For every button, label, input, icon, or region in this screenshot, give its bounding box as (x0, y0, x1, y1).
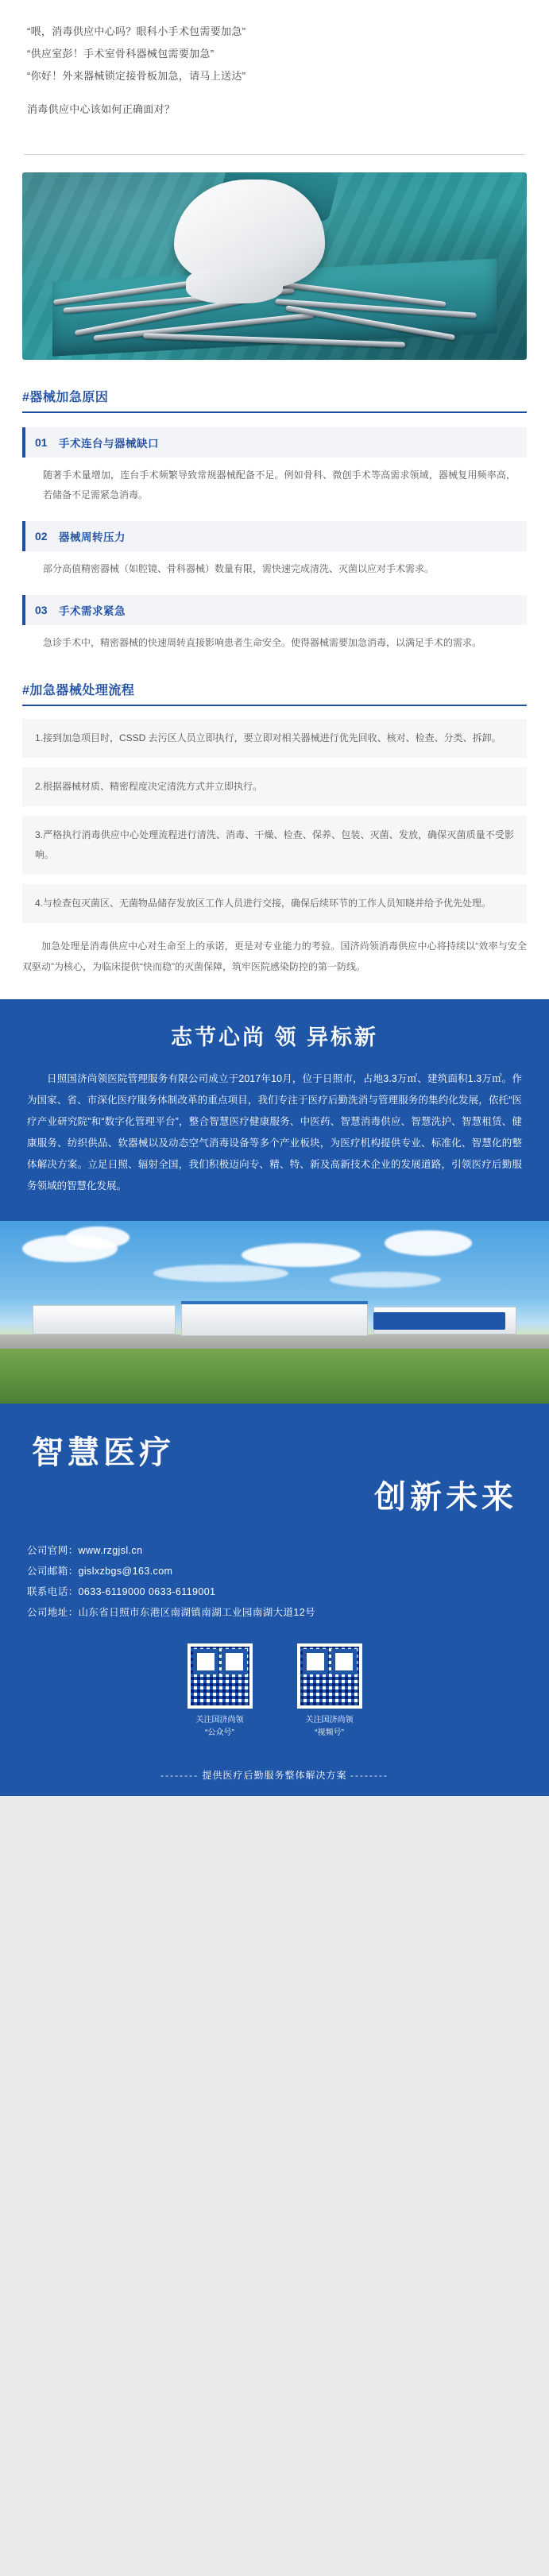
photo-cloud (66, 1226, 130, 1249)
qr-item-official-account (188, 1643, 253, 1740)
reason-title: 器械周转压力 (59, 531, 126, 543)
reason-title-row (22, 521, 527, 551)
reason-body: 随著手术量增加，连台手术频繁导致常规器械配备不足。例如骨科、微创手术等高需求领域，器械复用频率高，若储备不足需紧急消毒。 (43, 469, 516, 500)
company-factory-photo (0, 1221, 549, 1404)
contact-address-row (27, 1602, 522, 1623)
intro-line-2: “供应室彭！手术室骨科器械包需要加急” (27, 48, 215, 60)
contact-phone-value[interactable]: 0633-6119000 0633-6119001 (78, 1586, 216, 1597)
contact-phone-label: 联系电话： (27, 1586, 79, 1597)
reason-title-row (22, 427, 527, 458)
contact-address-label: 公司地址： (27, 1607, 79, 1618)
company-intro-block (0, 999, 549, 1221)
flow-item: 1.接到加急项目时，CSSD 去污区人员立即执行，要立即对相关器械进行优先回收、核对、检查、分类、拆卸。 (22, 719, 527, 758)
reason-title: 手术连台与器械缺口 (59, 438, 159, 450)
qr-code-group (27, 1643, 522, 1740)
intro-question: 消毒供应中心该如何正确面对？ (27, 103, 176, 115)
flow-list (22, 719, 527, 923)
footer-dash-left: -------- (160, 1770, 199, 1781)
photo-building (33, 1305, 176, 1334)
flow-item: 2.根据器械材质、精密程度决定清洗方式并立即执行。 (22, 767, 527, 806)
reason-item (22, 427, 527, 505)
photo-banner (373, 1312, 505, 1330)
contact-website-row (27, 1540, 522, 1561)
footer-text: 提供医疗后勤服务整体解决方案 (202, 1770, 347, 1781)
reason-title: 手术需求紧急 (59, 605, 126, 617)
contact-email-label: 公司邮箱： (27, 1566, 79, 1577)
slogan-line-2: 创新未来 (374, 1480, 517, 1515)
flow-item: 3.严格执行消毒供应中心处理流程进行清洗、消毒、干燥、检查、保养、包装、灭菌、发放，确保灭菌质量不受影响。 (22, 816, 527, 875)
reason-item (22, 521, 527, 579)
intro-line-1: “喂，消毒供应中心吗？眼科小手术包需要加急” (27, 25, 246, 37)
reasons-list (22, 427, 527, 653)
photo-cloud (330, 1272, 441, 1288)
section-heading-flow: #加急器械处理流程 (22, 680, 527, 706)
contact-website-label: 公司官网： (27, 1545, 79, 1556)
contact-email-row (27, 1561, 522, 1582)
intro-quotes (0, 0, 549, 138)
contact-phone-row (27, 1582, 522, 1602)
qr-caption (297, 1714, 362, 1740)
qr-caption (188, 1714, 253, 1740)
qr-code-icon[interactable] (297, 1643, 362, 1709)
qr-caption-line-2: “公众号” (205, 1728, 234, 1737)
qr-caption-line-1: 关注国济尚领 (305, 1716, 354, 1724)
reason-number: 03 (35, 604, 48, 616)
photo-cloud (153, 1265, 288, 1282)
intro-divider (24, 154, 525, 155)
photo-cloud (385, 1230, 472, 1256)
contact-info (27, 1540, 522, 1623)
reason-body: 部分高值精密器械（如腔镜、骨科器械）数量有限，需快速完成清洗、灭菌以应对手术需求。 (43, 563, 435, 574)
surgical-instruments-photo (22, 172, 527, 360)
photo-building (181, 1301, 368, 1336)
footer-tagline (0, 1760, 549, 1796)
company-brand-title: 志节心尚 领 异标新 (170, 1025, 378, 1049)
closing-paragraph: 加急处理是消毒供应中心对生命至上的承诺，更是对专业能力的考验。国济尚领消毒供应中心将持续以“效率与安全双驱动”为核心，为临床提供“快而稳”的灭菌保障，筑牢医院感染防控的第一防线。 (22, 940, 527, 972)
reason-number: 02 (35, 530, 48, 543)
qr-item-video-account (297, 1643, 362, 1740)
company-description: 日照国济尚领医院管理服务有限公司成立于2017年10月，位于日照市，占地3.3万㎡、建筑面积1.3万㎡。作为国家、省、市深化医疗服务体制改革的重点项目，我们专注于医疗后勤洗消与管理服务的集约化发展，依托“医疗产业研究院”和“数字化管理平台”，整合智慧医疗健康服务、中医药、智慧消毒供应、智慧洗护、智慧租赁、健康服务、纺织供品、软器械以及动态空气消毒设备等多个产业板块，为医疗机构提供专业、标准化、智慧化的整体解决方案。立足日照、辐射全国，我们积极迈向专、精、特、新及高新技术企业的发展道路，引领医疗后勤服务领域的智慧化发展。 (27, 1073, 522, 1191)
slogan-contact-block (0, 1404, 549, 1760)
reason-body: 急诊手术中，精密器械的快速周转直接影响患者生命安全。使得器械需要加急消毒，以满足手术的需求。 (43, 637, 482, 648)
contact-email-value[interactable]: gislxzbgs@163.com (78, 1566, 173, 1577)
intro-line-3: “你好！外来器械锁定接骨板加急，请马上送达” (27, 70, 246, 82)
photo-cloud (242, 1243, 361, 1267)
reason-number: 01 (35, 436, 48, 449)
reason-item (22, 595, 527, 653)
photo-road (0, 1334, 549, 1349)
slogan-line-1: 智慧医疗 (32, 1435, 175, 1470)
contact-address-value: 山东省日照市东港区南湖镇南湖工业园南湖大道12号 (78, 1607, 316, 1618)
photo-roof-stripe (181, 1301, 368, 1304)
qr-caption-line-2: “视频号” (315, 1728, 344, 1737)
footer-dash-right: -------- (350, 1770, 389, 1781)
qr-code-icon[interactable] (188, 1643, 253, 1709)
qr-caption-line-1: 关注国济尚领 (195, 1716, 244, 1724)
section-heading-reasons: #器械加急原因 (22, 387, 527, 413)
contact-website-value[interactable]: www.rzgjsl.cn (78, 1545, 143, 1556)
reason-title-row (22, 595, 527, 625)
flow-item: 4.与检查包灭菌区、无菌物品储存发放区工作人员进行交接，确保后续环节的工作人员知晓并给予优先处理。 (22, 884, 527, 923)
